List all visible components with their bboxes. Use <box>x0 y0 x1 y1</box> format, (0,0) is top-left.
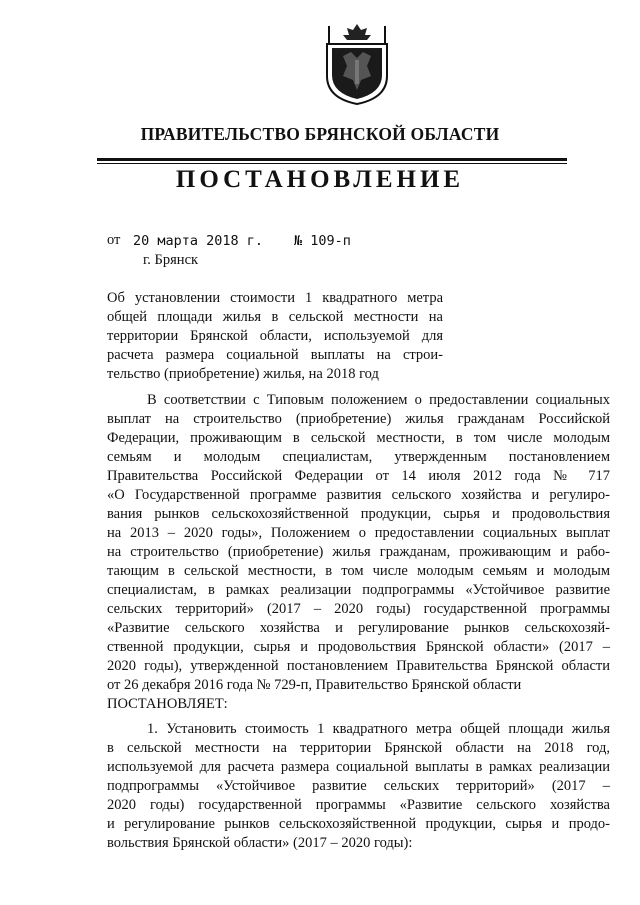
preamble-line: на строительство (приобретение) жилья гражданам, проживающим и рабо- <box>107 544 610 560</box>
item-1-paragraph <box>107 720 610 853</box>
document-subject <box>107 289 443 384</box>
item-1-line: вольствия Брянской области» (2017 – 2020 годы): <box>107 835 413 851</box>
preamble-line: на 2013 – 2020 годы», Положением о предоставлении социальных выплат <box>107 525 610 541</box>
preamble-line: «О Государственной программе развития сельского хозяйства и регулиро- <box>107 487 610 503</box>
preamble-line: Правительства Российской Федерации от 14 июля 2012 года № 717 <box>107 468 610 484</box>
item-1-line: 1. Установить стоимость 1 квадратного метра общей площади жилья <box>147 721 610 737</box>
decree-keyword: ПОСТАНОВЛЯЕТ: <box>107 696 228 712</box>
organization-title: ПРАВИТЕЛЬСТВО БРЯНСКОЙ ОБЛАСТИ <box>140 124 500 144</box>
preamble-line: «Развитие сельского хозяйства и регулирование рынков сельскохозяй- <box>107 620 610 636</box>
document-date: 20 марта 2018 г. <box>133 233 264 249</box>
item-1-line: в сельской местности на территории Брянской области на 2018 год, <box>107 740 610 756</box>
coat-of-arms-emblem <box>321 20 393 106</box>
preamble-paragraph <box>107 391 610 714</box>
preamble-line: выплат на строительство (приобретение) жилья гражданам Российской <box>107 411 610 427</box>
subject-line: расчета размера социальной выплаты на строи- <box>107 347 443 363</box>
subject-line: территории Брянской области, используемой для <box>107 328 443 344</box>
subject-line: тельство (приобретение) жилья, на 2018 год <box>107 366 379 382</box>
preamble-line: сельских территорий» (2017 – 2020 годы) государственной программы <box>107 601 610 617</box>
header-divider-thin <box>97 163 567 164</box>
date-prefix: от <box>107 232 121 248</box>
item-1-line: подпрограммы «Устойчивое развитие сельских территорий» (2017 – <box>107 778 610 794</box>
preamble-line: семьям и молодым специалистам, утвержденным постановлением <box>107 449 610 465</box>
subject-line: общей площади жилья в сельской местности на <box>107 309 443 325</box>
preamble-line: специалистам, в рамках реализации подпрограммы «Устойчивое развитие <box>107 582 610 598</box>
preamble-line: тающим в сельской местности, в том числе молодым семьям и молодым <box>107 563 610 579</box>
preamble-line: ственной продукции, сырья и продовольствия Брянской области» (2017 – <box>107 639 610 655</box>
subject-line: Об установлении стоимости 1 квадратного метра <box>107 290 443 306</box>
preamble-line: Федерации, проживающим в сельской местности, в том числе молодым <box>107 430 610 446</box>
preamble-line: от 26 декабря 2016 года № 729-п, Правительство Брянской области <box>107 677 522 693</box>
header-divider-thick <box>97 158 567 161</box>
item-1-line: и регулирование рынков сельскохозяйственной продукции, сырья и продо- <box>107 816 610 832</box>
preamble-line: В соответствии с Типовым положением о предоставлении социальных <box>147 392 610 408</box>
item-1-line: 2020 годы) государственной программы «Развитие сельского хозяйства <box>107 797 610 813</box>
preamble-line: вания рынков сельскохозяйственной продукции, сырья и продовольствия <box>107 506 610 522</box>
document-type-title: ПОСТАНОВЛЕНИЕ <box>175 166 465 193</box>
item-1-line: используемой для расчета размера социальной выплаты в рамках реализации <box>107 759 610 775</box>
preamble-line: 2020 годы), утвержденной постановлением Правительства Брянской области <box>107 658 610 674</box>
document-city: г. Брянск <box>143 252 199 268</box>
document-number: № 109-п <box>294 233 351 249</box>
